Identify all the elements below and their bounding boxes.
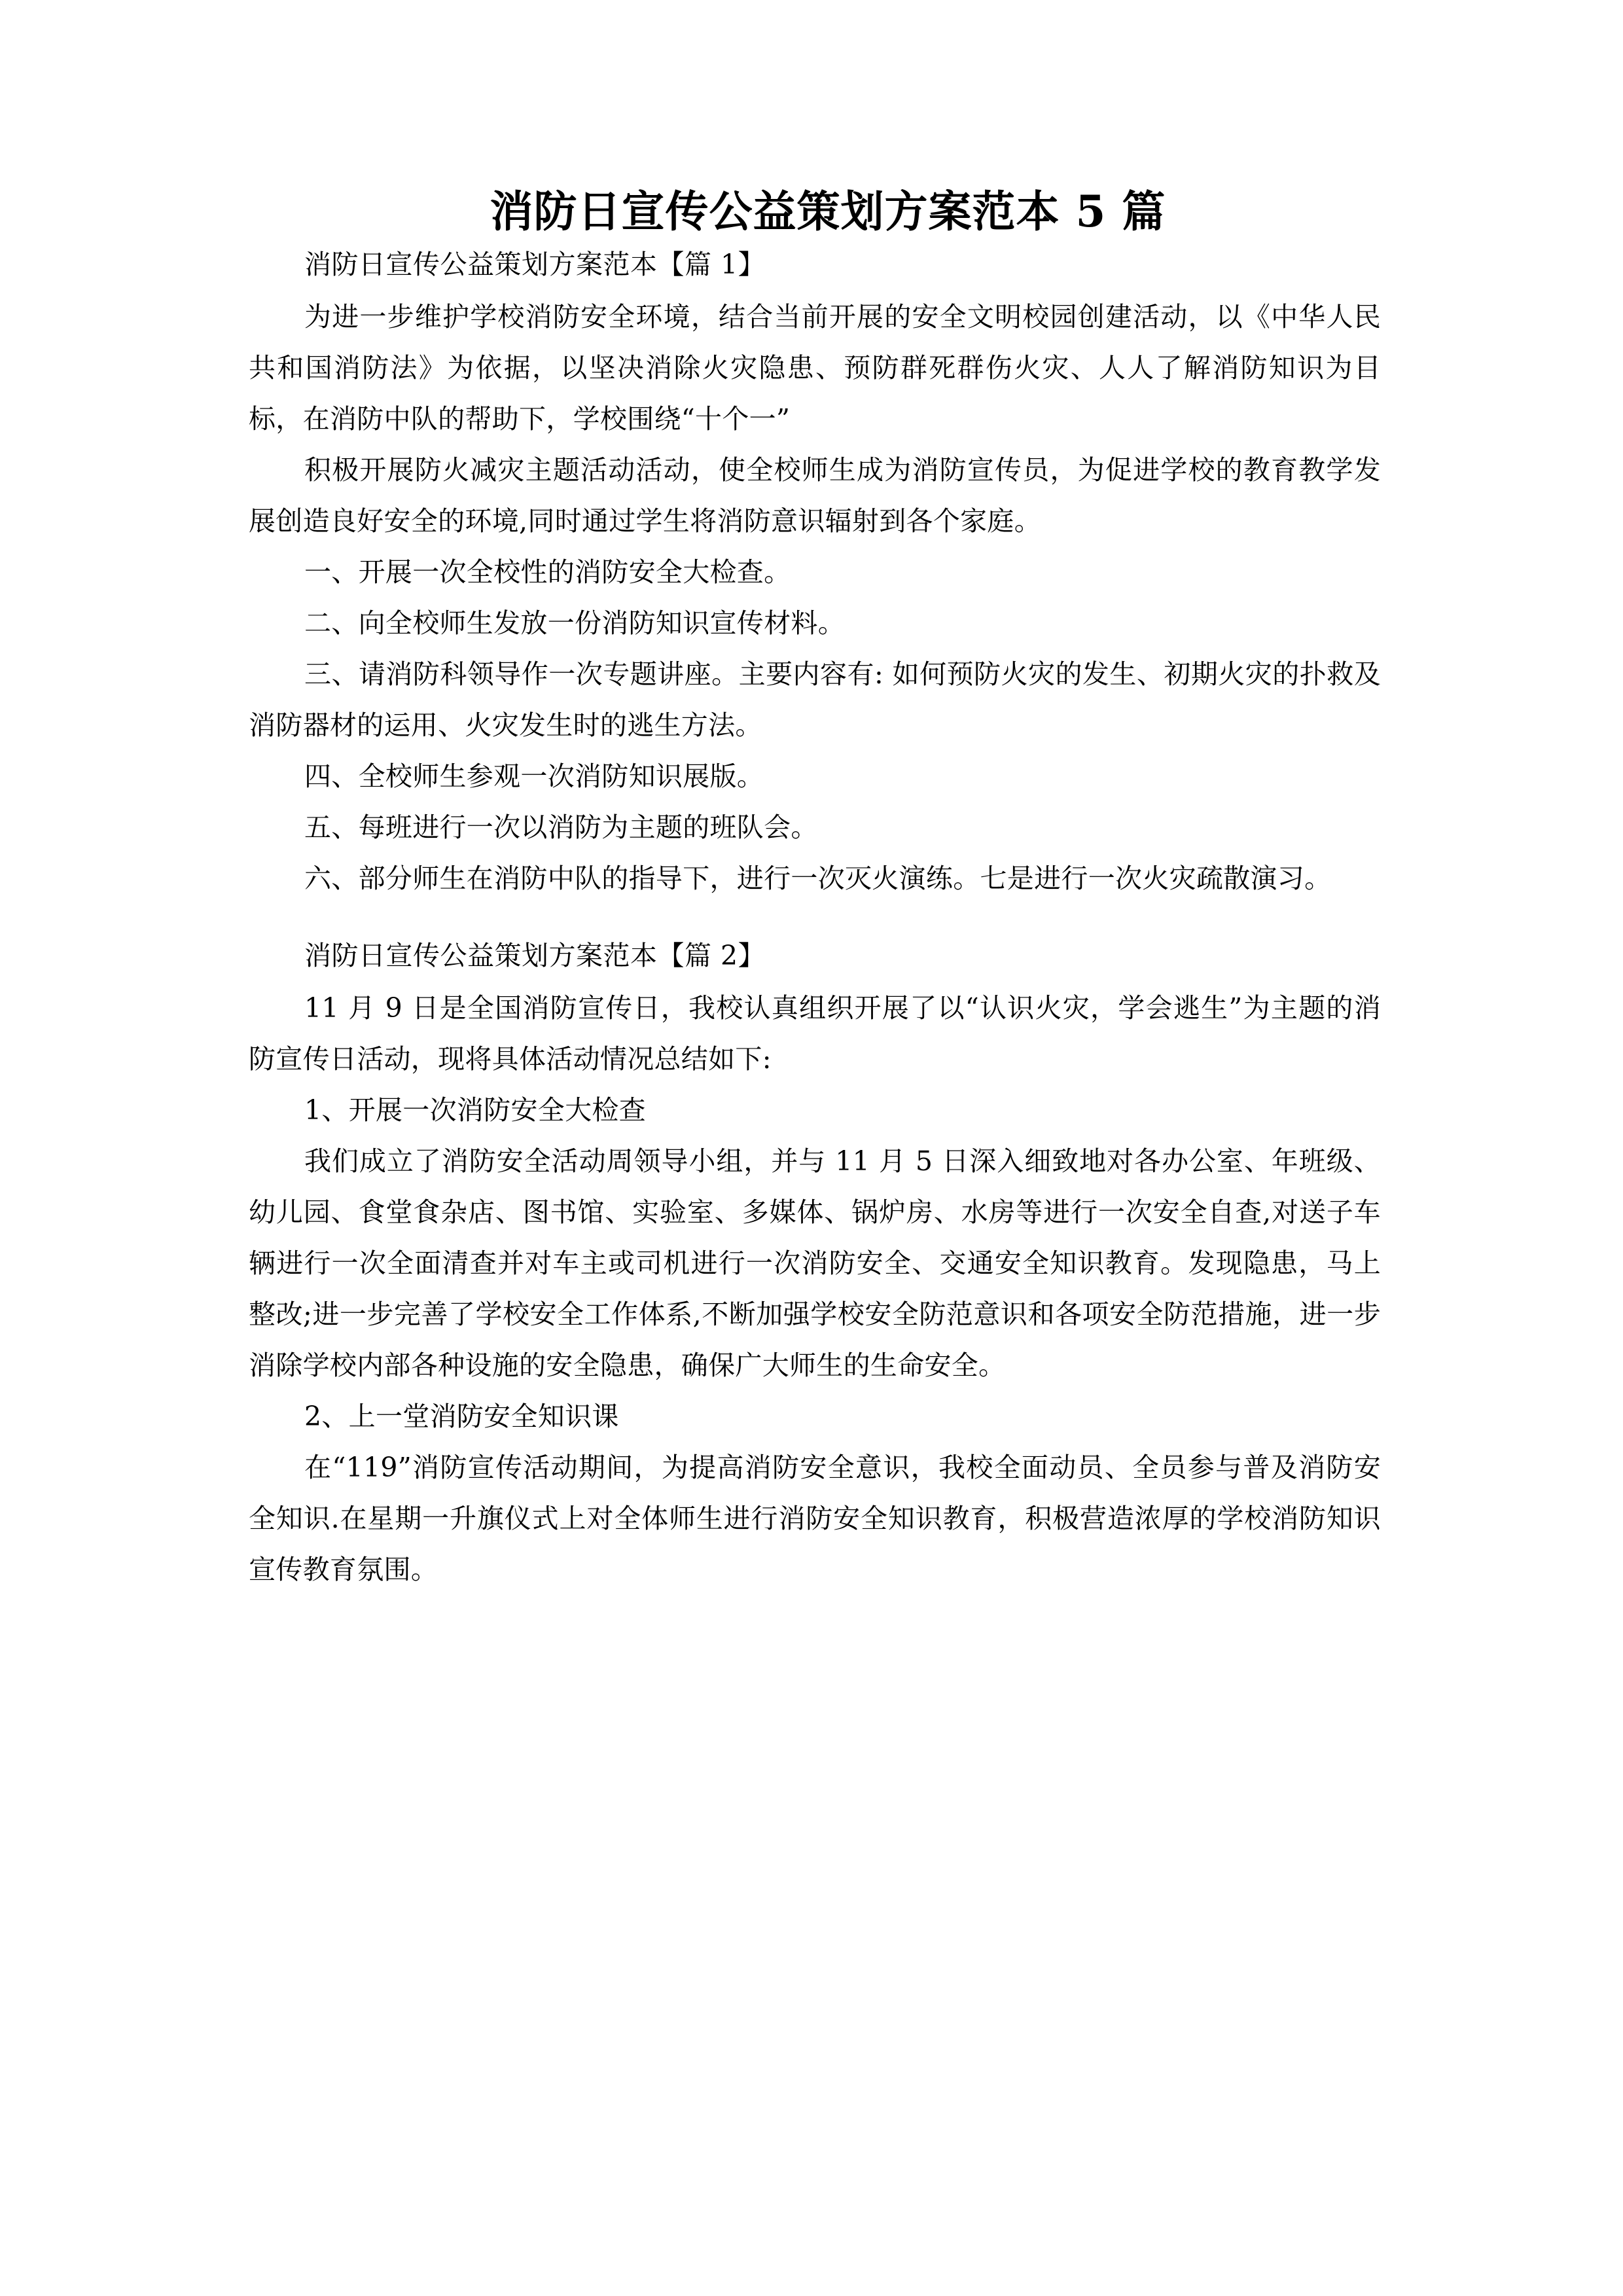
paragraph: 积极开展防火减灾主题活动活动，使全校师生成为消防宣传员，为促进学校的教育教学发展创造良好安全的环境,同时通过学生将消防意识辐射到各个家庭。 — [249, 454, 1381, 537]
page-title: 消防日宣传公益策划方案范本 5 篇 — [490, 186, 1166, 237]
paragraph: 为进一步维护学校消防安全环境，结合当前开展的安全文明校园创建活动，以《中华人民共和国消防法》为依据，以坚决消除火灾隐患、预防群死群伤火灾、人人了解消防知识为目标，在消防中队的帮助下，学校围绕“十个一” — [249, 300, 1381, 435]
list-item: 2、上一堂消防安全知识课 — [304, 1400, 619, 1432]
paragraph: 我们成立了消防安全活动周领导小组，并与 11 月 5 日深入细致地对各办公室、年班级、幼儿园、食堂食杂店、图书馆、实验室、多媒体、锅炉房、水房等进行一次安全自查,对送子车辆进行一次全面清查并对车主或司机进行一次消防安全、交通安全知识教育。发现隐患，马上整改;进一步完善了学校安全工作体系,不断加强学校安全防范意识和各项安全防范措施，进一步消除学校内部各种设施的安全隐患，确保广大师生的生命安全。 — [249, 1145, 1381, 1381]
section-heading-2: 消防日宣传公益策划方案范本【篇 2】 — [304, 939, 766, 971]
list-item: 六、部分师生在消防中队的指导下，进行一次灭火演练。七是进行一次火灾疏散演习。 — [304, 862, 1332, 894]
list-item: 1、开展一次消防安全大检查 — [304, 1094, 646, 1126]
document-content — [249, 0, 1381, 1595]
list-item: 五、每班进行一次以消防为主题的班队会。 — [304, 811, 818, 843]
list-item: 二、向全校师生发放一份消防知识宣传材料。 — [304, 607, 845, 639]
paragraph: 11 月 9 日是全国消防宣传日，我校认真组织开展了以“认识火灾，学会逃生”为主题的消防宣传日活动，现将具体活动情况总结如下: — [249, 992, 1381, 1075]
section-heading-1: 消防日宣传公益策划方案范本【篇 1】 — [304, 248, 766, 280]
list-item: 一、开展一次全校性的消防安全大检查。 — [304, 556, 791, 588]
list-item: 四、全校师生参观一次消防知识展版。 — [304, 760, 764, 792]
list-item: 三、请消防科领导作一次专题讲座。主要内容有: 如何预防火灾的发生、初期火灾的扑救及消防器材的运用、火灾发生时的逃生方法。 — [249, 658, 1381, 741]
paragraph: 在“119”消防宣传活动期间，为提高消防安全意识，我校全面动员、全员参与普及消防安全知识.在星期一升旗仪式上对全体师生进行消防安全知识教育，积极营造浓厚的学校消防知识宣传教育氛围。 — [249, 1451, 1381, 1585]
